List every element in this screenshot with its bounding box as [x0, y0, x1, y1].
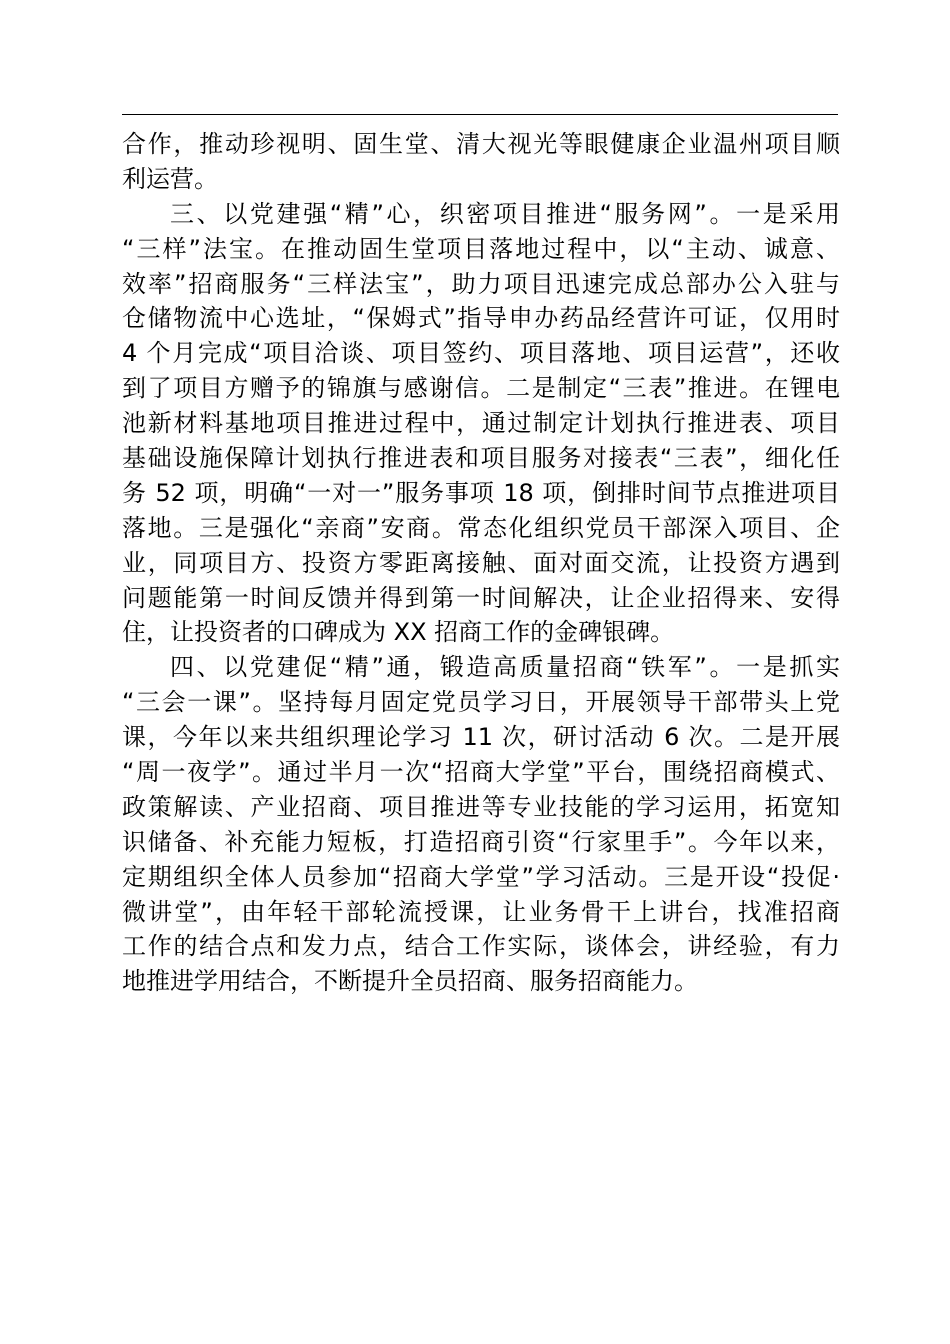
text-line: “三会一课”。坚持每月固定党员学习日，开展领导干部带头上党 — [122, 688, 840, 717]
text-line: 定期组织全体人员参加“招商大学堂”学习活动。三是开设“投促· — [122, 862, 840, 891]
text-line: 政策解读、产业招商、项目推进等专业技能的学习运用，拓宽知 — [122, 792, 840, 821]
text-line: “三样”法宝。在推动固生堂项目落地过程中，以“主动、诚意、 — [122, 234, 840, 263]
text-line: 课，今年以来共组织理论学习 11 次，研讨活动 6 次。二是开展 — [122, 723, 840, 752]
paragraph-first-line: 四、以党建促“精”通，锻造高质量招商“铁军”。一是抓实 — [170, 653, 840, 682]
body-text — [122, 127, 840, 999]
text-line: 效率”招商服务“三样法宝”，助力项目迅速完成总部办公入驻与 — [122, 269, 840, 298]
text-line: 合作，推动珍视明、固生堂、清大视光等眼健康企业温州项目顺 — [122, 130, 840, 158]
text-line: 业，同项目方、投资方零距离接触、面对面交流，让投资方遇到 — [122, 548, 840, 577]
text-line: 务 52 项，明确“一对一”服务事项 18 项，倒排时间节点推进项目 — [122, 478, 840, 507]
text-line: 池新材料基地项目推进过程中，通过制定计划执行推进表、项目 — [122, 409, 840, 438]
text-line: 仓储物流中心选址，“保姆式”指导申办药品经营许可证，仅用时 — [122, 304, 840, 333]
text-line: 微讲堂”，由年轻干部轮流授课，让业务骨干上讲台，找准招商 — [122, 897, 840, 926]
text-line: 基础设施保障计划执行推进表和项目服务对接表“三表”，细化任 — [122, 444, 840, 473]
text-line: “周一夜学”。通过半月一次“招商大学堂”平台，围绕招商模式、 — [122, 758, 840, 787]
text-line: 到了项目方赠予的锦旗与感谢信。二是制定“三表”推进。在锂电 — [122, 374, 840, 403]
text-line: 地推进学用结合，不断提升全员招商、服务招商能力。 — [122, 967, 698, 996]
text-line: 利运营。 — [122, 164, 218, 193]
text-line: 住，让投资者的口碑成为 XX 招商工作的金碑银碑。 — [122, 618, 675, 647]
text-line: 识储备、补充能力短板，打造招商引资“行家里手”。今年以来， — [122, 827, 840, 856]
paragraph-first-line: 三、以党建强“精”心，织密项目推进“服务网”。一是采用 — [170, 199, 840, 228]
text-line: 工作的结合点和发力点，结合工作实际，谈体会，讲经验，有力 — [122, 932, 840, 961]
header-rule — [122, 114, 838, 115]
text-line: 4 个月完成“项目洽谈、项目签约、项目落地、项目运营”，还收 — [122, 339, 840, 368]
text-line: 落地。三是强化“亲商”安商。常态化组织党员干部深入项目、企 — [122, 513, 840, 542]
text-line: 问题能第一时间反馈并得到第一时间解决，让企业招得来、安得 — [122, 583, 840, 612]
